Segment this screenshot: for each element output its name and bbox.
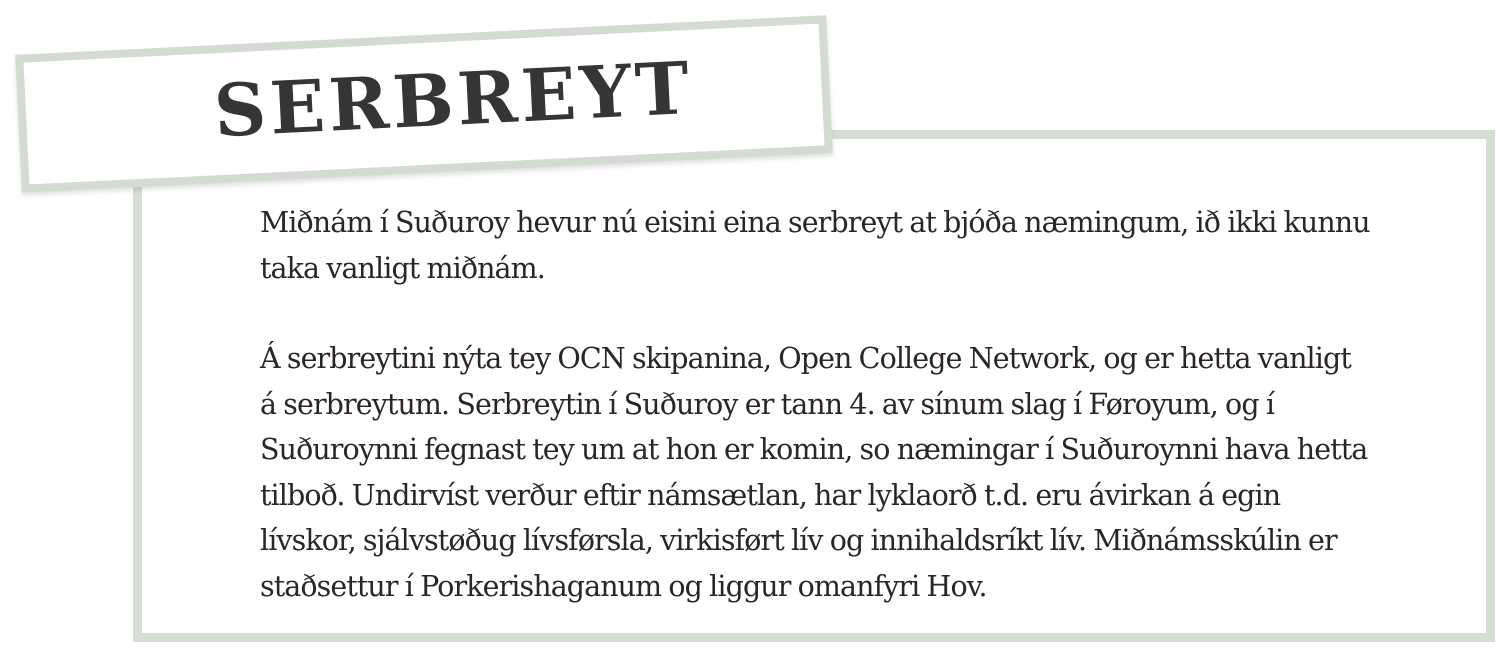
article-body bbox=[260, 200, 1370, 609]
paragraph-details: Á serbreytini nýta tey OCN skipanina, Open College Network, og er hetta vanligt á serbreytum. Serbreytin í Suðuroy er tann 4. av sínum slag í Føroyum, og í Suðuroynni fegnast tey um at hon er komin, so næmingar í Suðuroynni hava hetta tilboð. Undirvíst verður eftir námsætlan, har lyklaorð t.d. eru ávirkan á egin lívskor, sjálvstøðug lívsførsla, virkisført lív og innihaldsríkt lív. Miðnámsskúlin er staðsettur í Porkerishaganum og liggur omanfyri Hov. bbox=[260, 342, 1368, 603]
paragraph-intro: Miðnám í Suðuroy hevur nú eisini eina serbreyt at bjóða næmingum, ið ikki kunnu taka vanligt miðnám. bbox=[260, 206, 1370, 285]
section-title: SERBREYT bbox=[212, 44, 695, 154]
